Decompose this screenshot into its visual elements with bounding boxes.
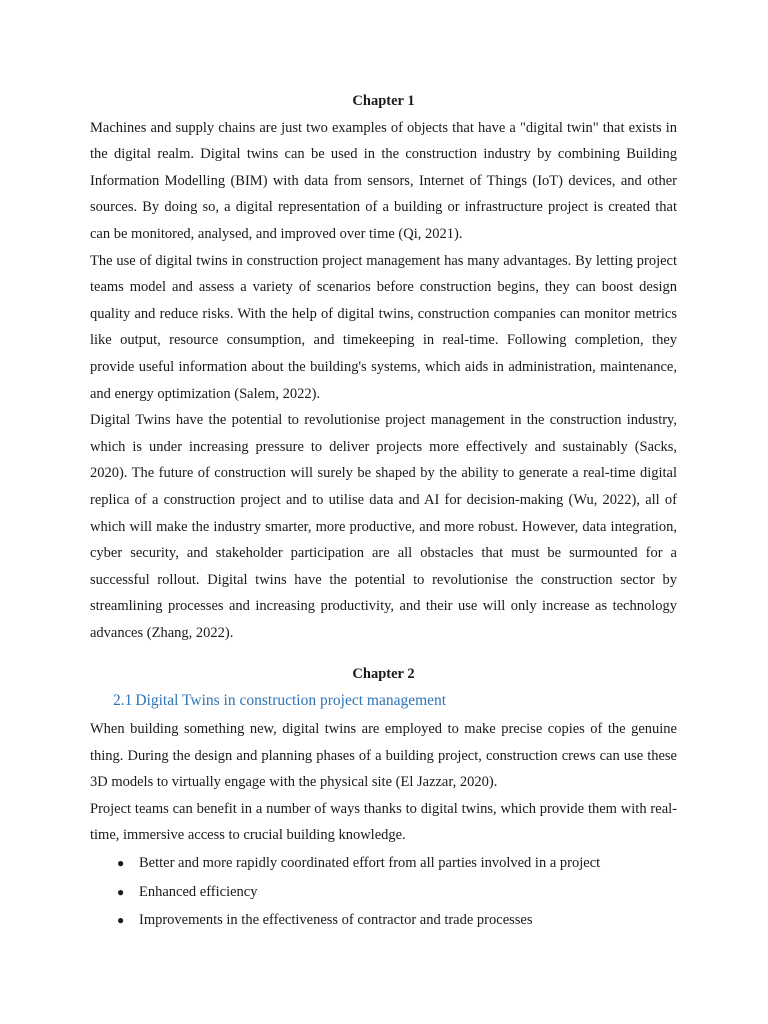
chapter-2-heading: Chapter 2 xyxy=(352,666,415,683)
list-item xyxy=(117,906,677,935)
chapter-1-heading: Chapter 1 xyxy=(352,93,415,109)
document-page xyxy=(90,88,677,935)
section-heading xyxy=(113,688,677,714)
bullet-icon: ● xyxy=(117,913,125,928)
chapter-1-paragraph-1: Machines and supply chains are just two examples of objects that have a "digital twin" that exists in the digital realm. Digital twins can be used in the construction industry by combining Building Information Modelling (BIM) with data from sensors, Internet of Things (IoT) devices, and other sources. By doing so, a digital representation of a building or infrastructure project is created that can be monitored, analysed, and improved over time (Qi, 2021). xyxy=(90,119,677,242)
list-item-text: Improvements in the effectiveness of contractor and trade processes xyxy=(139,912,533,929)
list-item xyxy=(117,878,677,907)
list-item-text: Better and more rapidly coordinated effort from all parties involved in a project xyxy=(139,855,601,872)
chapter-1-paragraph-2: The use of digital twins in construction project management has many advantages. By letting project teams model and assess a variety of scenarios before construction begins, they can boost design quality and reduce risks. With the help of digital twins, construction companies can monitor metrics like output, resource consumption, and timekeeping in real-time. Following completion, they provide useful information about the building's systems, which aids in administration, maintenance, and energy optimization (Salem, 2022). xyxy=(90,252,677,402)
list-item-text: Enhanced efficiency xyxy=(139,883,258,900)
bullet-icon: ● xyxy=(117,856,125,871)
chapter-2-paragraph-2: Project teams can benefit in a number of ways thanks to digital twins, which provide them with real-time, immersive access to crucial building knowledge. xyxy=(90,800,677,844)
section-number: 2.1 xyxy=(113,692,133,710)
bullet-icon: ● xyxy=(117,884,125,899)
chapter-2-paragraph-1: When building something new, digital twins are employed to make precise copies of the genuine thing. During the design and planning phases of a building project, construction crews can use these 3D models to virtually engage with the physical site (El Jazzar, 2020). xyxy=(90,721,677,791)
list-item xyxy=(117,849,677,878)
chapter-1-paragraph-3: Digital Twins have the potential to revolutionise project management in the construction industry, which is under increasing pressure to deliver projects more effectively and sustainably (Sacks, 2020). The future of construction will surely be shaped by the ability to generate a real-time digital replica of a construction project and to utilise data and AI for decision-making (Wu, 2022), all of which will make the industry smarter, more productive, and more robust. However, data integration, cyber security, and stakeholder participation are all obstacles that must be surmounted for a successful rollout. Digital twins have the potential to revolutionise the construction sector by streamlining processes and increasing productivity, and their use will only increase as technology advances (Zhang, 2022). xyxy=(90,412,677,641)
benefits-list xyxy=(90,849,677,935)
section-title: Digital Twins in construction project management xyxy=(135,692,447,710)
